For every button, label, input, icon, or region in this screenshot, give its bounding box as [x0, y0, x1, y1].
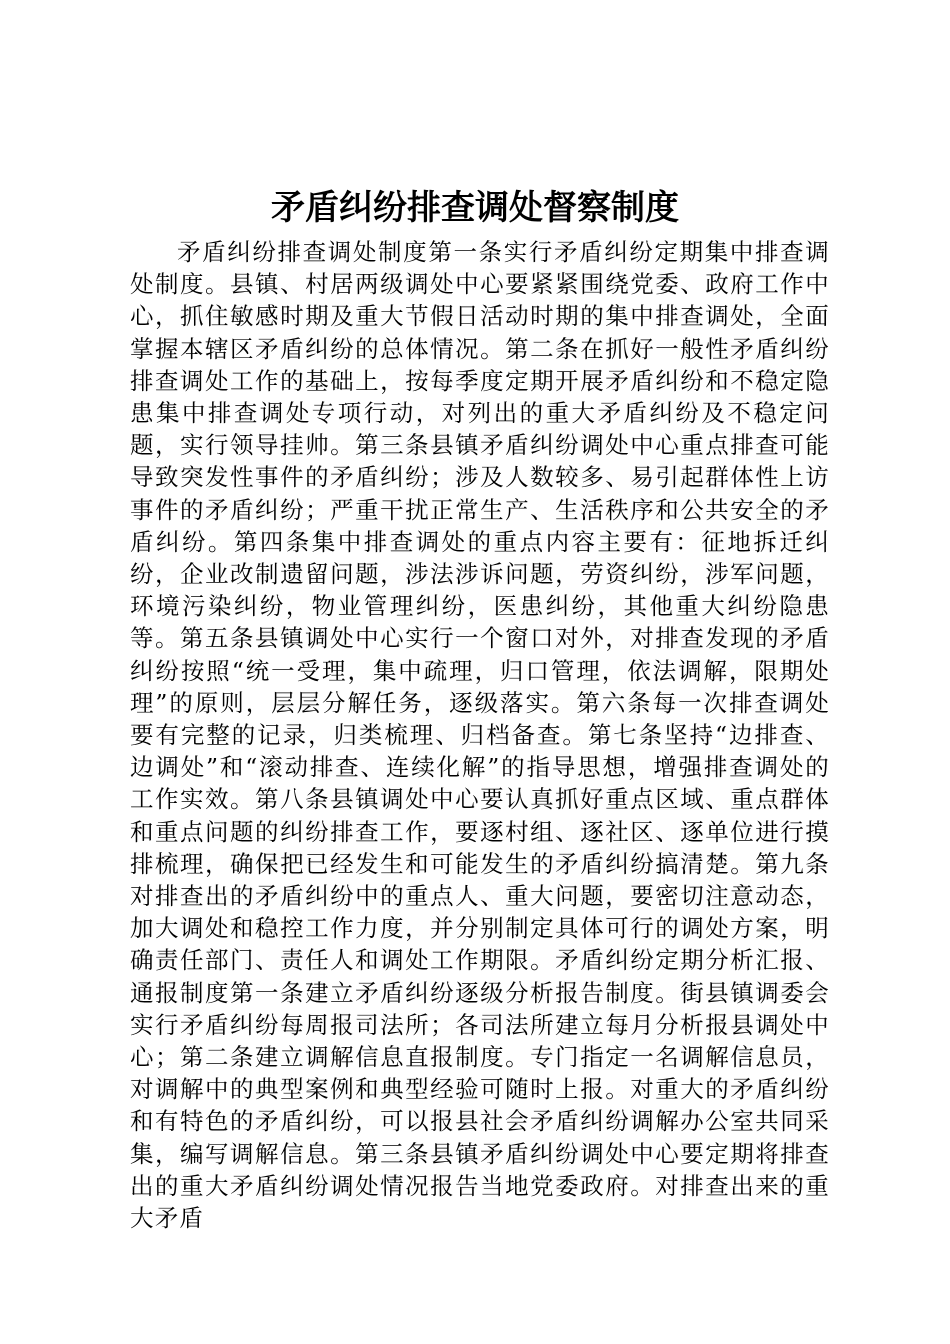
document-body-paragraph: 矛盾纠纷排查调处制度第一条实行矛盾纠纷定期集中排查调处制度。县镇、村居两级调处中心要紧紧围绕党委、政府工作中心，抓住敏感时期及重大节假日活动时期的集中排查调处，全面掌握本辖区矛盾纠纷的总体情况。第二条在抓好一般性矛盾纠纷排查调处工作的基础上，按每季度定期开展矛盾纠纷和不稳定隐患集中排查调处专项行动，对列出的重大矛盾纠纷及不稳定问题，实行领导挂帅。第三条县镇矛盾纠纷调处中心重点排查可能导致突发性事件的矛盾纠纷；涉及人数较多、易引起群体性上访事件的矛盾纠纷；严重干扰正常生产、生活秩序和公共安全的矛盾纠纷。第四条集中排查调处的重点内容主要有：征地拆迁纠纷，企业改制遗留问题，涉法涉诉问题，劳资纠纷，涉军问题，环境污染纠纷，物业管理纠纷，医患纠纷，其他重大纠纷隐患等。第五条县镇调处中心实行一个窗口对外，对排查发现的矛盾纠纷按照“统一受理，集中疏理，归口管理，依法调解，限期处理”的原则，层层分解任务，逐级落实。第六条每一次排查调处要有完整的记录，归类梳理、归档备查。第七条坚持“边排查、边调处”和“滚动排查、连续化解”的指导思想，增强排查调处的工作实效。第八条县镇调处中心要认真抓好重点区域、重点群体和重点问题的纠纷排查工作，要逐村组、逐社区、逐单位进行摸排梳理，确保把已经发生和可能发生的矛盾纠纷搞清楚。第九条对排查出的矛盾纠纷中的重点人、重大问题，要密切注意动态，加大调处和稳控工作力度，并分别制定具体可行的调处方案，明确责任部门、责任人和调处工作期限。矛盾纠纷定期分析汇报、通报制度第一条建立矛盾纠纷逐级分析报告制度。街县镇调委会实行矛盾纠纷每周报司法所；各司法所建立每月分析报县调处中心；第二条建立调解信息直报制度。专门指定一名调解信息员，对调解中的典型案例和典型经验可随时上报。对重大的矛盾纠纷和有特色的矛盾纠纷，可以报县社会矛盾纠纷调解办公室共同采集，编写调解信息。第三条县镇矛盾纠纷调处中心要定期将排查出的重大矛盾纠纷调处情况报告当地党委政府。对排查出来的重大矛盾 [130, 238, 830, 1233]
document-title: 矛盾纠纷排查调处督察制度 [271, 188, 679, 228]
